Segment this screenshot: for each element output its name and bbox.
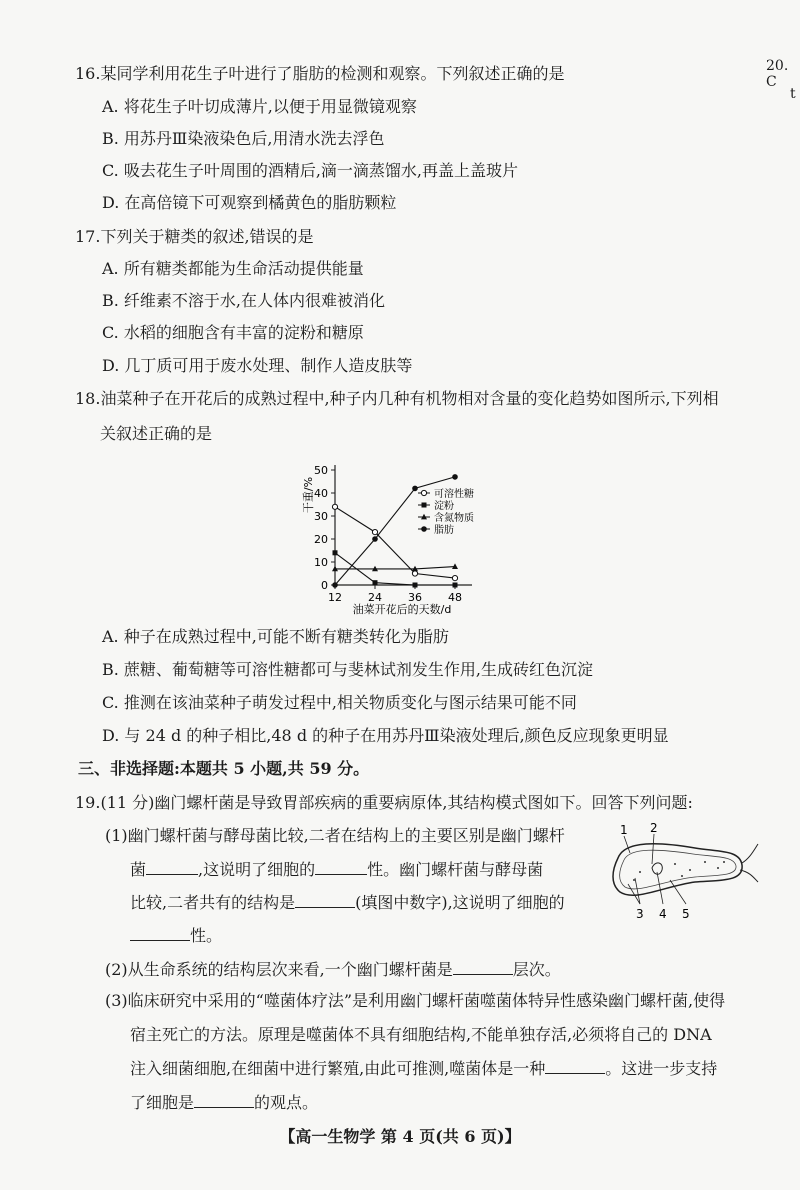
series-point-1 [452, 576, 457, 581]
legend-marker [421, 490, 426, 495]
cell-outline [613, 844, 742, 895]
answer-blank [130, 924, 190, 941]
q18-option-d: D. 与 24 d 的种子相比,48 d 的种子在用苏丹Ⅲ染液处理后,颜色反应现象更明显 [102, 726, 669, 745]
legend-marker [422, 503, 427, 508]
y-tick-label: 20 [314, 533, 328, 546]
q17-option-b: B. 纤维素不溶于水,在人体内很难被消化 [102, 291, 386, 310]
legend-label: 含氮物质 [434, 513, 474, 524]
x-axis-label: 油菜开花后的天数/d [352, 603, 452, 616]
y-tick-label: 50 [314, 464, 328, 477]
x-tick-label: 24 [368, 591, 382, 604]
q19-part3-line4: 了细胞是 的观点。 [130, 1093, 319, 1112]
series-point-2 [373, 580, 378, 585]
q17-option-c: C. 水稻的细胞含有丰富的淀粉和糖原 [102, 323, 364, 342]
q19-part1-line2: 菌 ,这说明了细胞的 性。幽门螺杆菌与酵母菌 [130, 860, 544, 879]
bacterium-diagram [600, 820, 760, 925]
y-axis-label: 干重/% [302, 476, 315, 514]
x-tick-label: 12 [328, 591, 342, 604]
legend-label: 淀粉 [434, 501, 454, 512]
flagellum [742, 844, 758, 863]
series-point-1 [412, 571, 417, 576]
q18-option-b: B. 蔗糖、葡萄糖等可溶性糖都可与斐林试剂发生作用,生成砖红色沉淀 [102, 660, 594, 679]
q16-option-b: B. 用苏丹Ⅲ染液染色后,用清水洗去浮色 [102, 129, 385, 148]
diagram-label-1: 1 [620, 823, 628, 837]
edge-question-number: 20. C [766, 58, 789, 90]
series-point-2 [413, 583, 418, 588]
q19-part2: (2)从生命系统的结构层次来看,一个幽门螺杆菌是 层次。 [105, 960, 561, 979]
x-tick-label: 48 [448, 591, 462, 604]
series-line-3 [335, 567, 455, 569]
x-tick-label: 36 [408, 591, 422, 604]
q16-option-d: D. 在高倍镜下可观察到橘黄色的脂肪颗粒 [102, 193, 397, 212]
q17-option-d: D. 几丁质可用于废水处理、制作人造皮肤等 [102, 356, 413, 375]
series-point-4 [372, 536, 378, 542]
q18-stem-line1: 18.油菜种子在开花后的成熟过程中,种子内几种有机物相对含量的变化趋势如图所示,下列相 [75, 389, 719, 408]
answer-blank [453, 958, 513, 975]
legend-label: 脂肪 [434, 525, 454, 536]
edge-fragment: t [790, 86, 796, 102]
q19-stem: 19.(11 分)幽门螺杆菌是导致胃部疾病的重要病原体,其结构模式图如下。回答下列问题: [75, 793, 693, 812]
diagram-label-2: 2 [650, 821, 658, 835]
series-point-2 [333, 550, 338, 555]
q18-line-chart [290, 455, 520, 625]
q18-stem-line2: 关叙述正确的是 [100, 424, 213, 443]
answer-blank [315, 858, 367, 875]
q17-option-a: A. 所有糖类都能为生命活动提供能量 [102, 259, 364, 278]
diagram-label-3: 3 [636, 907, 644, 921]
answer-blank [545, 1057, 605, 1074]
q19-part3-line2: 宿主死亡的方法。原理是噬菌体不具有细胞结构,不能单独存活,必须将自己的 DNA [130, 1025, 712, 1044]
series-point-1 [332, 504, 337, 509]
q19-part1-line3: 比较,二者共有的结构是 (填图中数字),这说明了细胞的 [130, 893, 565, 912]
q16-stem: 16.某同学利用花生子叶进行了脂肪的检测和观察。下列叙述正确的是 [75, 64, 565, 83]
y-tick-label: 40 [314, 487, 328, 500]
legend-marker [421, 526, 427, 532]
diagram-label-4: 4 [659, 907, 667, 921]
cell-inner-outline [620, 850, 736, 889]
series-point-2 [453, 583, 458, 588]
legend-label: 可溶性糖 [434, 489, 474, 500]
answer-blank [194, 1091, 254, 1108]
q19-part3-line3: 注入细菌细胞,在细菌中进行繁殖,由此可推测,噬菌体是一种 。这进一步支持 [130, 1059, 718, 1078]
y-tick-label: 0 [321, 579, 328, 592]
section-three-heading: 三、非选择题:本题共 5 小题,共 59 分。 [78, 759, 370, 778]
page-footer: 【高一生物学 第 4 页(共 6 页)】 [279, 1127, 521, 1146]
q18-option-c: C. 推测在该油菜种子萌发过程中,相关物质变化与图示结果可能不同 [102, 693, 577, 712]
q16-option-a: A. 将花生子叶切成薄片,以便于用显微镜观察 [102, 97, 417, 116]
y-tick-label: 10 [314, 556, 328, 569]
series-point-4 [452, 474, 458, 480]
q17-stem: 17.下列关于糖类的叙述,错误的是 [75, 227, 314, 246]
y-tick-label: 30 [314, 510, 328, 523]
series-point-4 [332, 582, 338, 588]
series-point-1 [372, 530, 377, 535]
q16-option-c: C. 吸去花生子叶周围的酒精后,滴一滴蒸馏水,再盖上盖玻片 [102, 161, 519, 180]
q19-part1-line1: (1)幽门螺杆菌与酵母菌比较,二者在结构上的主要区别是幽门螺杆 [105, 826, 565, 845]
q19-part3-line1: (3)临床研究中采用的“噬菌体疗法”是利用幽门螺杆菌噬菌体特异性感染幽门螺杆菌,使得 [105, 991, 726, 1010]
answer-blank [295, 891, 355, 908]
diagram-label-5: 5 [682, 907, 690, 921]
q19-part1-line4: 性。 [130, 924, 222, 947]
flagellum [740, 870, 758, 882]
series-point-4 [412, 486, 418, 492]
q18-option-a: A. 种子在成熟过程中,可能不断有糖类转化为脂肪 [102, 627, 449, 646]
answer-blank [146, 858, 198, 875]
